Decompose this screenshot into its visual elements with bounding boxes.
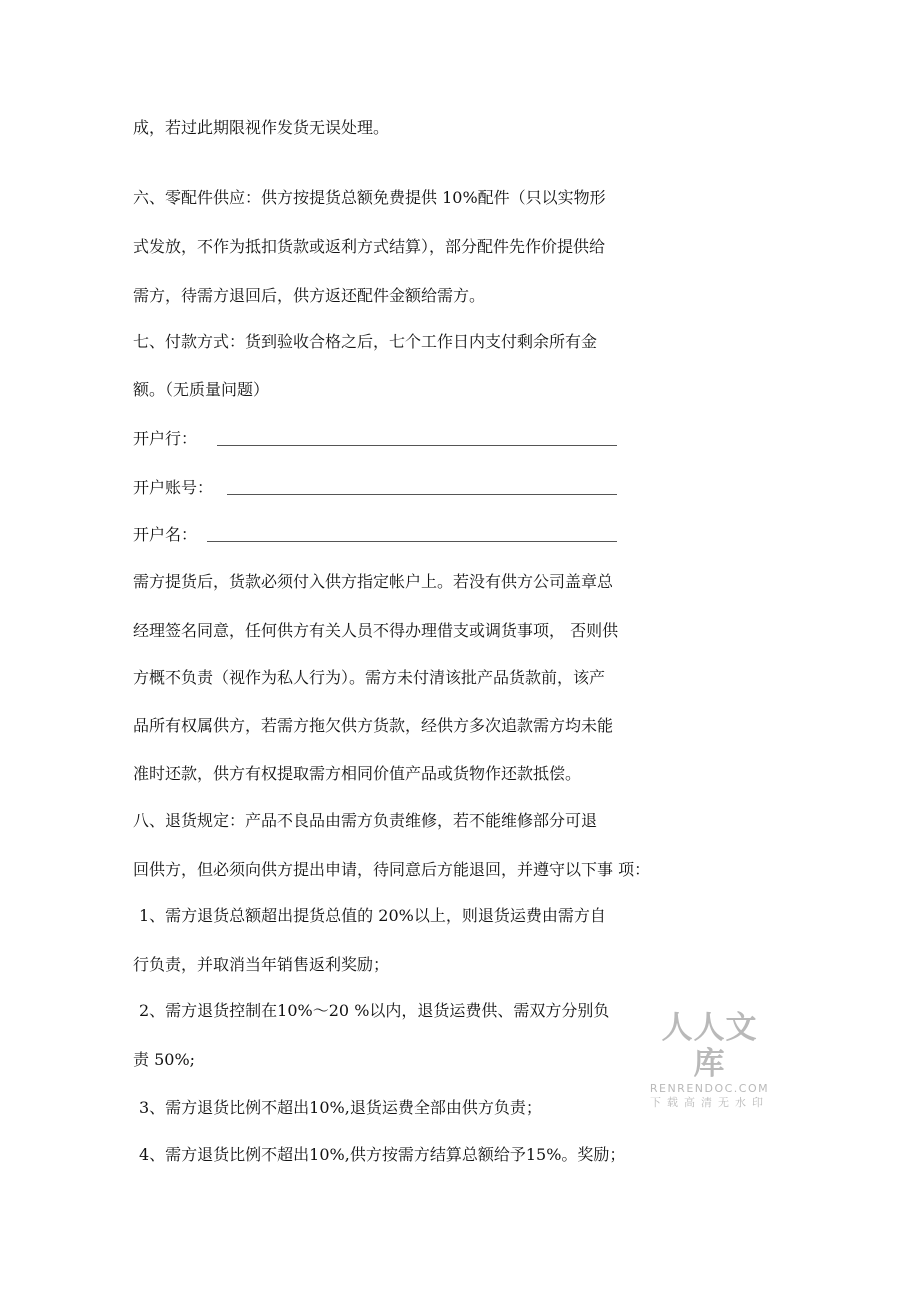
bank-name-row — [133, 428, 197, 450]
bank-name-blank[interactable] — [217, 445, 617, 446]
account-name-blank[interactable] — [207, 541, 617, 542]
watermark-subtitle: 下载高清无水印 — [650, 1096, 769, 1109]
text-line: 式发放，不作为抵扣货款或返利方式结算），部分配件先作价提供给 — [133, 237, 606, 256]
text-line: 需方提货后，货款必须付入供方指定帐户上。若没有供方公司盖章总 — [133, 572, 614, 591]
watermark-title: 人人文库 — [661, 1010, 758, 1082]
watermark — [647, 1010, 772, 1110]
text-line: 责 50%; — [133, 1050, 196, 1069]
text-line: 方概不负责（视作为私人行为）。需方未付清该批产品货款前，该产 — [133, 668, 606, 687]
account-number-blank[interactable] — [227, 494, 617, 495]
text-line: 八、退货规定：产品不良品由需方负责维修，若不能维修部分可退 — [133, 811, 598, 830]
text-line: 七、付款方式：货到验收合格之后，七个工作日内支付剩余所有金 — [133, 332, 598, 351]
account-name-label: 开户名： — [133, 525, 198, 544]
text-line: 准时还款，供方有权提取需方相同价值产品或货物作还款抵偿。 — [133, 764, 582, 783]
text-line: 额。（无质量问题） — [133, 380, 270, 399]
text-line: 1、需方退货总额超出提货总值的 20%以上，则退货运费由需方自 — [139, 906, 606, 925]
text-line: 行负责，并取消当年销售返利奖励； — [133, 955, 390, 974]
text-line: 六、零配件供应：供方按提货总额免费提供 10%配件（只以实物形 — [133, 188, 606, 207]
text-line: 经理签名同意，任何供方有关人员不得办理借支或调货事项， 否则供 — [133, 621, 619, 640]
text-line: 3、需方退货比例不超出10%,退货运费全部由供方负责； — [139, 1098, 542, 1117]
text-line: 回供方，但必须向供方提出申请，待同意后方能退回，并遵守以下事 项： — [133, 860, 651, 879]
text-line: 4、需方退货比例不超出10%,供方按需方结算总额给予15%。奖励； — [139, 1145, 626, 1164]
text-line: 需方，待需方退回后，供方返还配件金额给需方。 — [133, 286, 486, 305]
text-line: 品所有权属供方，若需方拖欠供方货款，经供方多次追款需方均未能 — [133, 716, 614, 735]
text-line: 成，若过此期限视作发货无误处理。 — [133, 118, 390, 137]
account-name-row — [133, 524, 197, 546]
account-number-label: 开户账号： — [133, 478, 214, 497]
text-line: 2、需方退货控制在10%～20 %以内，退货运费供、需双方分别负 — [139, 1001, 610, 1020]
watermark-url: RENRENDOC.COM — [649, 1082, 770, 1095]
bank-name-label: 开户行： — [133, 429, 198, 448]
account-number-row — [133, 477, 213, 499]
